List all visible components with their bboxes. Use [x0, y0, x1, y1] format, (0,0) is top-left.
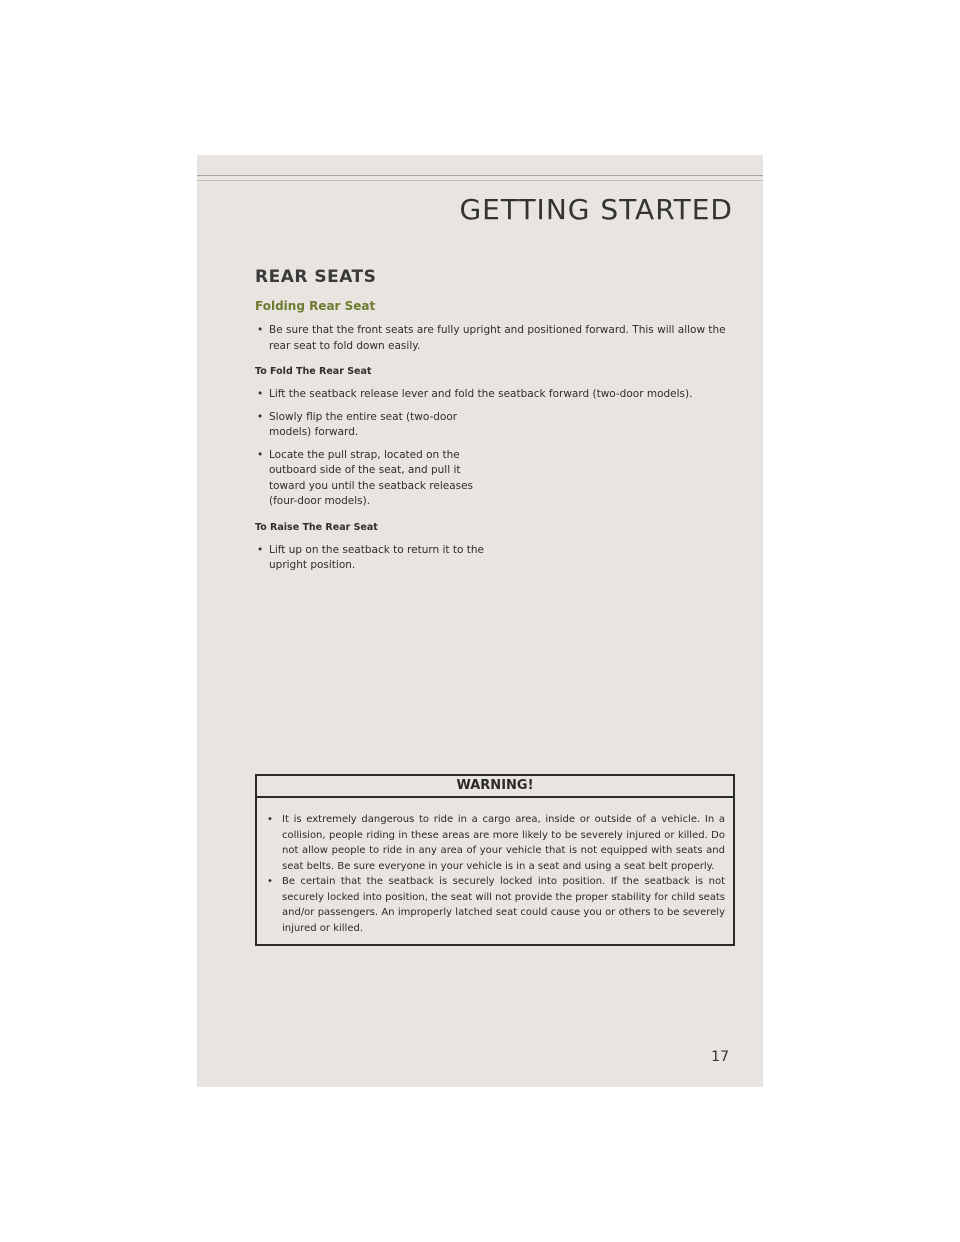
- page-subtitle: Folding Rear Seat: [255, 299, 376, 313]
- header-rule-secondary: [197, 180, 763, 181]
- manual-page: [197, 155, 763, 1087]
- warning-item-2: • Be certain that the seatback is securely locked into position. If the seatback is not securely locked into position, the seat will not provide the proper stability for child seats and/or passengers. An improperly latched seat could cause you or others to be severely injured or killed.: [265, 874, 725, 936]
- fold-item-2: • Slowly flip the entire seat (two-door models) forward.: [255, 410, 489, 441]
- header-rule: [197, 175, 763, 176]
- raise-heading: To Raise The Rear Seat: [255, 521, 378, 533]
- warning-body: [257, 798, 733, 944]
- raise-item-1: • Lift up on the seatback to return it to the upright position.: [255, 543, 489, 574]
- section-header: GETTING STARTED: [459, 193, 733, 226]
- warning-title: WARNING!: [257, 776, 733, 798]
- intro-bullet: • Be sure that the front seats are fully upright and positioned forward. This will allow the rear seat to fold down easily.: [255, 323, 735, 354]
- page-title: REAR SEATS: [255, 267, 377, 287]
- warning-box: [255, 774, 735, 946]
- fold-item-3: • Locate the pull strap, located on the outboard side of the seat, and pull it toward you until the seatback releases (four-door models).: [255, 448, 489, 510]
- main-content: [255, 267, 735, 581]
- fold-item-1: • Lift the seatback release lever and fold the seatback forward (two-door models).: [255, 387, 735, 403]
- fold-heading: To Fold The Rear Seat: [255, 366, 372, 377]
- page-number: 17: [711, 1049, 729, 1065]
- warning-item-1: • It is extremely dangerous to ride in a cargo area, inside or outside of a vehicle. In a collision, people riding in these areas are more likely to be severely injured or killed. Do not allow people to ride in any area of your vehicle that is not equipped with seats and seat belts. Be sure everyone in your vehicle is in a seat and using a seat belt properly.: [265, 812, 725, 874]
